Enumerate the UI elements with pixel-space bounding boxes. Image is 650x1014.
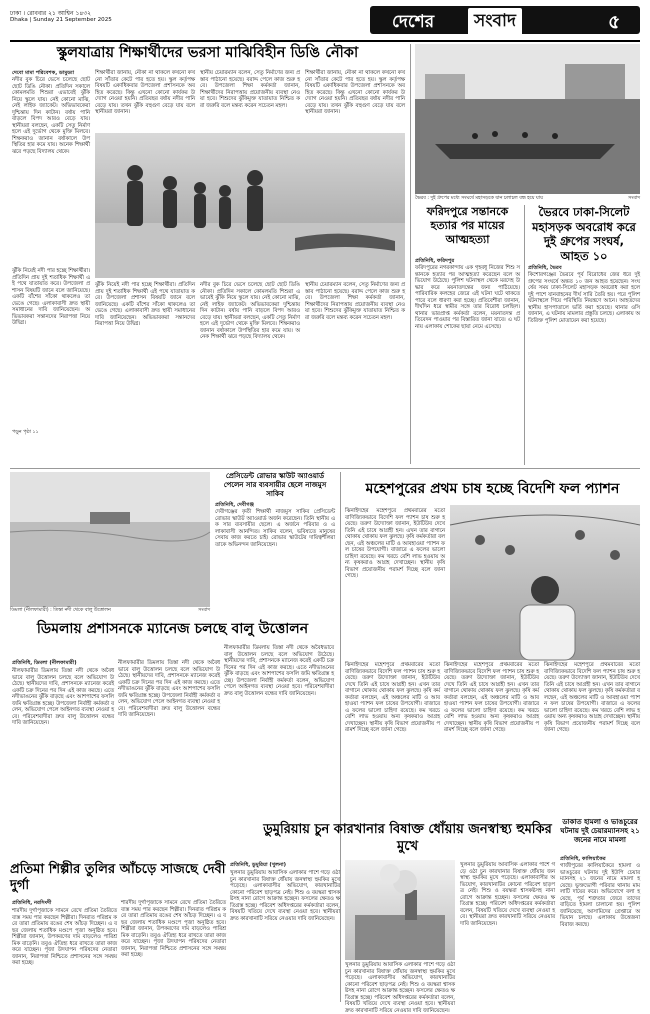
children-silhouettes-icon (95, 133, 405, 278)
family-headline: ফরিদপুরে সন্তানকে হত্যার পর মায়ের আত্মহত্যা (426, 205, 509, 246)
ferry-photo (415, 44, 640, 194)
sand-caption: ডিমলা (নীলফামারী) : তিস্তা নদী থেকে বালু উত্তোলন (10, 608, 111, 613)
durga-col-1: শারদীয় দুর্গাপূজাকে সামনে রেখে প্রতিমা তৈরিতে ব্যস্ত সময় পার করছেন শিল্পীরা। দিনরাত পরিশ্রম করে তারা প্রতিমায় রঙের শেষ আঁচড় দিচ্ছেন। এ বছর জেলায় শতাধিক মণ্ডপে পূজা অনুষ্ঠিত হবে। শিল্পীরা জানান, উপকরণের দাম বাড়লেও পারিশ্রমিক বাড়েনি। তবুও ঐতিহ্য ধরে রাখতে তারা কাজ করে যাচ্ছেন। পূজা উদযাপন পরিষদের নেতারা জানান, নিরাপত্তা নিশ্চিতে প্রশাসনের সঙ্গে সমন্বয় করা হচ্ছে। (12, 908, 117, 966)
boat-col-4: শিক্ষার্থীরা জানায়, নৌকা না থাকলে কখনো কখনো সাঁতার কেটে পার হতে হয়। স্কুল কর্তৃপক্ষ বিষয়টি একাধিকবার উপজেলা প্রশাসনকে অবহিত করেছে। কিন্তু এখনো কোনো কার্যকর উদ্যোগ নেওয়া হয়নি। প্রতিবছর বর্ষায় নদীর পানি বেড়ে যায়। তখন ঝুঁকি বহুগুণ বেড়ে যায় বলে স্থানীয়রা জানান। (305, 70, 405, 115)
sand-photo (10, 472, 210, 607)
scout-byline: প্রতিনিধি, দেবীগঞ্জ (215, 502, 255, 508)
boat-col-1b: ঝুঁকি নিয়েই নদী পার হচ্ছে শিক্ষার্থীরা। প্রতিদিন প্রায় দুই শতাধিক শিক্ষার্থী এই পথে যাতায়াত করে। উপজেলা প্রশাসন বিষয়টি জানে বলে জানিয়েছে। একটি বাঁশের সাঁকো থাকলেও তা ভেঙে গেছে। এলাকাবাসী দ্রুত স্থায়ী সমাধানের দাবি জানিয়েছেন। অভিভাবকরা সন্তানদের নিরাপত্তা নিয়ে উদ্বিগ্ন। (12, 268, 90, 326)
boat-col-2: শিক্ষার্থীরা জানায়, নৌকা না থাকলে কখনো কখনো সাঁতার কেটে পার হতে হয়। স্কুল কর্তৃপক্ষ বিষয়টি একাধিকবার উপজেলা প্রশাসনকে অবহিত করেছে। কিন্তু এখনো কোনো কার্যকর উদ্যোগ নেওয়া হয়নি। প্রতিবছর বর্ষায় নদীর পানি বেড়ে যায়। তখন ঝুঁকি বহুগুণ বেড়ে যায় বলে স্থানীয়রা জানান। (95, 70, 195, 115)
sand-headline: ডিমলায় প্রশাসনকে ম্যানেজ চলছে বালু উত্তোলন (36, 621, 309, 637)
family-byline: প্রতিনিধি, ফরিদপুর (415, 258, 455, 264)
durga-byline: প্রতিনিধি, নরসিংদী (12, 900, 52, 906)
boat-col-3b: নদীর বুক চিরে ভেসে চলেছে ছোট ছোট ডিঙি নৌকা। প্রতিদিন সকালে কোমলমতি শিশুরা এভাবেই ঝুঁকি নিয়ে স্কুলে যায়। নেই কোনো মাঝি, নেই লাইফ জ্যাকেট। অভিভাবকেরা দুশ্চিন্তায় দিন কাটান। বর্ষায় পানি বাড়লে বিপদ আরও বেড়ে যায়। স্থানীয়রা বলছেন, একটি সেতু নির্মাণ হলে এই দুর্ভোগ থেকে মুক্তি মিলবে। শিক্ষকরাও জানান বর্ষাকালে উপস্থিতির হার কমে যায়। অনেক শিক্ষার্থী ঝরে পড়ছে বিদ্যালয় থেকে। (200, 282, 300, 340)
passion-col-1: ঝিনাইদহের মহেশপুরে প্রথমবারের মতো বাণিজ্যিকভাবে বিদেশি ফল প্যাশন চাষ শুরু হয়েছে। তরুণ উদ্যোক্তা জানান, ইউটিউব দেখে তিনি এই চাষে আগ্রহী হন। এখন তার বাগানে থোকায় থোকায় ফল ঝুলছে। কৃষি কর্মকর্তারা বলছেন, এই অঞ্চলের মাটি ও আবহাওয়া প্যাশন ফল চাষের উপযোগী। বাজারে এ ফলের ভালো চাহিদা রয়েছে। কম খরচে বেশি লাভ হওয়ায় অন্য কৃষকরাও আগ্রহ দেখাচ্ছেন। স্থানীয় কৃষি বিভাগ প্রয়োজনীয় পরামর্শ দিচ্ছে বলে জানা গেছে। (345, 508, 445, 579)
lime-headline: ডুমুরিয়ায় চুন কারখানার বিষাক্ত ধোঁয়ায় জনস্বাস্থ্য হুমকির মুখে (263, 822, 552, 854)
ferry-scene-icon (415, 44, 640, 194)
boat-continued: পড়ুন পৃষ্ঠা ১১ (12, 430, 39, 435)
section-word-2: সংবাদ (468, 8, 522, 36)
scout-headline: প্রেসিডেন্ট রোভার স্কাউট অ্যাওয়ার্ড পেলেন সার ব্যবসায়ীর ছেলে নাজমুস সাকিব (223, 472, 327, 498)
ferry-caption: ভৈরব : দুই গ্রুপের মধ্যে সংঘর্ষে মহাসড়কে যান চলাচল বন্ধ হয়ে যায় (415, 196, 543, 201)
boat-headline: স্কুলযাত্রায় শিক্ষার্থীদের ভরসা মাঝিবিহীন ডিঙি নৌকা (56, 45, 359, 61)
family-body: ফরিদপুরের নগরকান্দায় এক গৃহবধূ নিজের শিশু সন্তানকে হত্যার পর আত্মহত্যা করেছেন বলে অভিযোগ উঠেছে। পুলিশ ঘটনাস্থল থেকে মরদেহ উদ্ধার করে ময়নাতদন্তের জন্য পাঠিয়েছে। পারিবারিক কলহের জেরে এই ঘটনা ঘটে থাকতে পারে বলে ধারণা করা হচ্ছে। প্রতিবেশীরা জানান, দীর্ঘদিন ধরে স্বামীর সঙ্গে তার বিরোধ চলছিল। থানার ভারপ্রাপ্ত কর্মকর্তা বলেন, ময়নাতদন্ত প্রতিবেদন পাওয়ার পর বিস্তারিত জানা যাবে। এ ঘটনায় এলাকায় শোকের ছায়া নেমে এসেছে। (415, 265, 520, 330)
lime-photo (345, 860, 455, 960)
date-bn: ঢাকা । রোববার ২১ আশ্বিন ১৪৩২ (10, 10, 92, 17)
sand-col-1: নীলফামারীর ডিমলায় তিস্তা নদী থেকে অবৈধভাবে বালু উত্তোলন চলছে বলে অভিযোগ উঠেছে। স্থানীয়দের দাবি, প্রশাসনকে ম্যানেজ করেই একটি চক্র দিনের পর দিন এই কাজ করছে। এতে নদীভাঙনের ঝুঁকি বাড়ছে এবং আশপাশের ফসলি জমি ক্ষতিগ্রস্ত হচ্ছে। উপজেলা নির্বাহী কর্মকর্তা বলেন, অভিযোগ পেলে আইনগত ব্যবস্থা নেওয়া হবে। পরিবেশবাদীরা দ্রুত বালু উত্তোলন বন্ধের দাবি জানিয়েছেন। (12, 668, 114, 726)
masthead (10, 6, 640, 38)
boat-photo (95, 133, 405, 278)
boat-col-3: স্থানীয় চেয়ারম্যান বলেন, সেতু নির্মাণের জন্য প্রস্তাব পাঠানো হয়েছে। বরাদ্দ পেলে কাজ শুরু হবে। উপজেলা শিক্ষা কর্মকর্তা জানান, শিক্ষার্থীদের নিরাপত্তায় প্রয়োজনীয় ব্যবস্থা নেওয়া হবে। শিশুদের ঝুঁকিমুক্ত যাতায়াত নিশ্চিত করা জরুরি বলে মন্তব্য করেন সচেতন মহল। (200, 70, 300, 109)
clash-body: কিশোরগঞ্জের ভৈরবে পূর্ব বিরোধের জের ধরে দুই গ্রুপের সংঘর্ষে অন্তত ১০ জন আহত হয়েছেন। সংঘর্ষের সময় ঢাকা-সিলেট মহাসড়ক অবরোধ করা হলে দুই পাশে যানবাহনের দীর্ঘ সারি তৈরি হয়। পরে পুলিশ ঘটনাস্থলে গিয়ে পরিস্থিতি নিয়ন্ত্রণে আনে। আহতদের স্থানীয় হাসপাতালে ভর্তি করা হয়েছে। থানার ওসি জানান, এ ঘটনায় মামলার প্রস্তুতি চলছে। এলাকায় অতিরিক্ত পুলিশ মোতায়েন করা হয়েছে। (528, 272, 640, 324)
passion-col-3: ঝিনাইদহের মহেশপুরে প্রথমবারের মতো বাণিজ্যিকভাবে বিদেশি ফল প্যাশন চাষ শুরু হয়েছে। তরুণ উদ্যোক্তা জানান, ইউটিউব দেখে তিনি এই চাষে আগ্রহী হন। এখন তার বাগানে থোকায় থোকায় ফল ঝুলছে। কৃষি কর্মকর্তারা বলছেন, এই অঞ্চলের মাটি ও আবহাওয়া প্যাশন ফল চাষের উপযোগী। বাজারে এ ফলের ভালো চাহিদা রয়েছে। কম খরচে বেশি লাভ হওয়ায় অন্য কৃষকরাও আগ্রহ দেখাচ্ছেন। স্থানীয় কৃষি বিভাগ প্রয়োজনীয় পরামর্শ দিচ্ছে বলে জানা গেছে। (444, 662, 539, 733)
smoke-factory-icon (345, 860, 455, 960)
sand-col-2: নীলফামারীর ডিমলায় তিস্তা নদী থেকে অবৈধভাবে বালু উত্তোলন চলছে বলে অভিযোগ উঠেছে। স্থানীয়দের দাবি, প্রশাসনকে ম্যানেজ করেই একটি চক্র দিনের পর দিন এই কাজ করছে। এতে নদীভাঙনের ঝুঁকি বাড়ছে এবং আশপাশের ফসলি জমি ক্ষতিগ্রস্ত হচ্ছে। উপজেলা নির্বাহী কর্মকর্তা বলেন, অভিযোগ পেলে আইনগত ব্যবস্থা নেওয়া হবে। পরিবেশবাদীরা দ্রুত বালু উত্তোলন বন্ধের দাবি জানিয়েছেন। (118, 660, 220, 718)
attack-body: গাজীপুরের কালিয়াকৈরে হামলা ও ভাঙচুরের ঘটনায় দুই ইউপি চেয়ারম্যানসহ ২১ জনের নামে মামলা হয়েছে। ভুক্তভোগী পরিবার থানায় মামলাটি দায়ের করে। অভিযোগে বলা হয়েছে, পূর্ব শত্রুতার জেরে তাদের বাড়িতে হামলা চালানো হয়। পুলিশ জানিয়েছে, আসামিদের গ্রেপ্তারে অভিযান চলছে। এলাকায় উত্তেজনা বিরাজ করছে। (560, 863, 640, 928)
sand-credit: সংবাদ (198, 608, 210, 613)
passion-photo (450, 505, 640, 660)
boat-col-1: নদীর বুক চিরে ভেসে চলেছে ছোট ছোট ডিঙি নৌকা। প্রতিদিন সকালে কোমলমতি শিশুরা এভাবেই ঝুঁকি নিয়ে স্কুলে যায়। নেই কোনো মাঝি, নেই লাইফ জ্যাকেট। অভিভাবকেরা দুশ্চিন্তায় দিন কাটান। বর্ষায় পানি বাড়লে বিপদ আরও বেড়ে যায়। স্থানীয়রা বলছেন, একটি সেতু নির্মাণ হলে এই দুর্ভোগ থেকে মুক্তি মিলবে। শিক্ষকরাও জানান বর্ষাকালে উপস্থিতির হার কমে যায়। অনেক শিক্ষার্থী ঝরে পড়ছে বিদ্যালয় থেকে। (12, 77, 90, 155)
ferry-credit: সংবাদ (628, 196, 640, 201)
section-word-1: দেশের (392, 12, 435, 32)
attack-headline: ডাকাত হামলা ও ভাঙচুরের ঘটনায় দুই চেয়ারম্যানসহ ২১ জনের নামে মামলা (560, 818, 640, 844)
section-banner (370, 6, 640, 34)
boat-col-4b: স্থানীয় চেয়ারম্যান বলেন, সেতু নির্মাণের জন্য প্রস্তাব পাঠানো হয়েছে। বরাদ্দ পেলে কাজ শুরু হবে। উপজেলা শিক্ষা কর্মকর্তা জানান, শিক্ষার্থীদের নিরাপত্তায় প্রয়োজনীয় ব্যবস্থা নেওয়া হবে। শিশুদের ঝুঁকিমুক্ত যাতায়াত নিশ্চিত করা জরুরি বলে মন্তব্য করেন সচেতন মহল। (305, 282, 405, 321)
lime-col-3: খুলনার ডুমুরিয়ায় আবাসিক এলাকার পাশে গড়ে ওঠা চুন কারখানার বিষাক্ত ধোঁয়ায় জনস্বাস্থ্য হুমকির মুখে পড়েছে। এলাকাবাসীর অভিযোগ, কারখানাটির কোনো পরিবেশ ছাড়পত্র নেই। শিশু ও বয়স্করা শ্বাসকষ্টসহ নানা রোগে আক্রান্ত হচ্ছেন। ফসলের ক্ষেতও ক্ষতিগ্রস্ত হচ্ছে। পরিবেশ অধিদপ্তরের কর্মকর্তারা বলেন, বিষয়টি খতিয়ে দেখে ব্যবস্থা নেওয়া হবে। স্থানীয়রা দ্রুত কারখানাটি সরিয়ে নেওয়ার দাবি জানিয়েছেন। (460, 862, 555, 927)
passion-headline: মহেশপুরের প্রথম চাষ হচ্ছে বিদেশি ফল প্যাশন (365, 481, 620, 497)
lime-byline: প্রতিনিধি, ডুমুরিয়া (খুলনা) (230, 862, 287, 868)
clash-byline: প্রতিনিধি, ভৈরব (528, 265, 562, 271)
lime-col-1: খুলনার ডুমুরিয়ায় আবাসিক এলাকার পাশে গড়ে ওঠা চুন কারখানার বিষাক্ত ধোঁয়ায় জনস্বাস্থ্য হুমকির মুখে পড়েছে। এলাকাবাসীর অভিযোগ, কারখানাটির কোনো পরিবেশ ছাড়পত্র নেই। শিশু ও বয়স্করা শ্বাসকষ্টসহ নানা রোগে আক্রান্ত হচ্ছেন। ফসলের ক্ষেতও ক্ষতিগ্রস্ত হচ্ছে। পরিবেশ অধিদপ্তরের কর্মকর্তারা বলেন, বিষয়টি খতিয়ে দেখে ব্যবস্থা নেওয়া হবে। স্থানীয়রা দ্রুত কারখানাটি সরিয়ে নেওয়ার দাবি জানিয়েছেন। (230, 870, 340, 922)
river-sand-icon (10, 472, 210, 607)
boat-byline: দেবো মামা পরিবেশক, ডামুড্যা (12, 70, 75, 76)
date-en: Dhaka | Sunday 21 September 2025 (10, 17, 112, 23)
farmer-fruit-icon (450, 505, 640, 660)
boat-col-2b: ঝুঁকি নিয়েই নদী পার হচ্ছে শিক্ষার্থীরা। প্রতিদিন প্রায় দুই শতাধিক শিক্ষার্থী এই পথে যাতায়াত করে। উপজেলা প্রশাসন বিষয়টি জানে বলে জানিয়েছে। একটি বাঁশের সাঁকো থাকলেও তা ভেঙে গেছে। এলাকাবাসী দ্রুত স্থায়ী সমাধানের দাবি জানিয়েছেন। অভিভাবকরা সন্তানদের নিরাপত্তা নিয়ে উদ্বিগ্ন। (95, 282, 195, 327)
durga-headline: প্রতিমা শিল্পীর তুলির আঁচড়ে সাজছে দেবী দুর্গা (10, 862, 226, 893)
passion-col-2: ঝিনাইদহের মহেশপুরে প্রথমবারের মতো বাণিজ্যিকভাবে বিদেশি ফল প্যাশন চাষ শুরু হয়েছে। তরুণ উদ্যোক্তা জানান, ইউটিউব দেখে তিনি এই চাষে আগ্রহী হন। এখন তার বাগানে থোকায় থোকায় ফল ঝুলছে। কৃষি কর্মকর্তারা বলছেন, এই অঞ্চলের মাটি ও আবহাওয়া প্যাশন ফল চাষের উপযোগী। বাজারে এ ফলের ভালো চাহিদা রয়েছে। কম খরচে বেশি লাভ হওয়ায় অন্য কৃষকরাও আগ্রহ দেখাচ্ছেন। স্থানীয় কৃষি বিভাগ প্রয়োজনীয় পরামর্শ দিচ্ছে বলে জানা গেছে। (345, 662, 440, 733)
page-number: ৫ (608, 11, 621, 33)
passion-col-4: ঝিনাইদহের মহেশপুরে প্রথমবারের মতো বাণিজ্যিকভাবে বিদেশি ফল প্যাশন চাষ শুরু হয়েছে। তরুণ উদ্যোক্তা জানান, ইউটিউব দেখে তিনি এই চাষে আগ্রহী হন। এখন তার বাগানে থোকায় থোকায় ফল ঝুলছে। কৃষি কর্মকর্তারা বলছেন, এই অঞ্চলের মাটি ও আবহাওয়া প্যাশন ফল চাষের উপযোগী। বাজারে এ ফলের ভালো চাহিদা রয়েছে। কম খরচে বেশি লাভ হওয়ায় অন্য কৃষকরাও আগ্রহ দেখাচ্ছেন। স্থানীয় কৃষি বিভাগ প্রয়োজনীয় পরামর্শ দিচ্ছে বলে জানা গেছে। (544, 662, 640, 733)
sand-byline: প্রতিনিধি, ডিমলা (নীলফামারী) (12, 660, 77, 666)
sand-col-3: নীলফামারীর ডিমলায় তিস্তা নদী থেকে অবৈধভাবে বালু উত্তোলন চলছে বলে অভিযোগ উঠেছে। স্থানীয়দের দাবি, প্রশাসনকে ম্যানেজ করেই একটি চক্র দিনের পর দিন এই কাজ করছে। এতে নদীভাঙনের ঝুঁকি বাড়ছে এবং আশপাশের ফসলি জমি ক্ষতিগ্রস্ত হচ্ছে। উপজেলা নির্বাহী কর্মকর্তা বলেন, অভিযোগ পেলে আইনগত ব্যবস্থা নেওয়া হবে। পরিবেশবাদীরা দ্রুত বালু উত্তোলন বন্ধের দাবি জানিয়েছেন। (224, 645, 334, 697)
durga-col-2: শারদীয় দুর্গাপূজাকে সামনে রেখে প্রতিমা তৈরিতে ব্যস্ত সময় পার করছেন শিল্পীরা। দিনরাত পরিশ্রম করে তারা প্রতিমায় রঙের শেষ আঁচড় দিচ্ছেন। এ বছর জেলায় শতাধিক মণ্ডপে পূজা অনুষ্ঠিত হবে। শিল্পীরা জানান, উপকরণের দাম বাড়লেও পারিশ্রমিক বাড়েনি। তবুও ঐতিহ্য ধরে রাখতে তারা কাজ করে যাচ্ছেন। পূজা উদযাপন পরিষদের নেতারা জানান, নিরাপত্তা নিশ্চিতে প্রশাসনের সঙ্গে সমন্বয় করা হচ্ছে। (121, 900, 226, 958)
lime-col-2: খুলনার ডুমুরিয়ায় আবাসিক এলাকার পাশে গড়ে ওঠা চুন কারখানার বিষাক্ত ধোঁয়ায় জনস্বাস্থ্য হুমকির মুখে পড়েছে। এলাকাবাসীর অভিযোগ, কারখানাটির কোনো পরিবেশ ছাড়পত্র নেই। শিশু ও বয়স্করা শ্বাসকষ্টসহ নানা রোগে আক্রান্ত হচ্ছেন। ফসলের ক্ষেতও ক্ষতিগ্রস্ত হচ্ছে। পরিবেশ অধিদপ্তরের কর্মকর্তারা বলেন, বিষয়টি খতিয়ে দেখে ব্যবস্থা নেওয়া হবে। স্থানীয়রা দ্রুত কারখানাটি সরিয়ে নেওয়ার দাবি জানিয়েছেন। (345, 962, 455, 1014)
scout-body: দেবীগঞ্জের কৃতী শিক্ষার্থী নাজমুস সাকিব প্রেসিডেন্ট রোভার স্কাউট অ্যাওয়ার্ড অর্জন করেছেন। তিনি স্থানীয় এক সার ব্যবসায়ীর ছেলে। এ অর্জনে পরিবার ও এলাকাবাসী আনন্দিত। সাকিব বলেন, ভবিষ্যতে মানুষের সেবায় কাজ করতে চাই। রোভার স্কাউটের দায়িত্বশীলরা তাকে অভিনন্দন জানিয়েছেন। (215, 509, 335, 548)
clash-headline: ভৈরবে ঢাকা-সিলেট মহাসড়ক অবরোধ করে দুই গ্রুপের সংঘর্ষ, আহত ১০ (532, 205, 636, 263)
attack-byline: প্রতিনিধি, কালিয়াকৈর (560, 856, 606, 862)
